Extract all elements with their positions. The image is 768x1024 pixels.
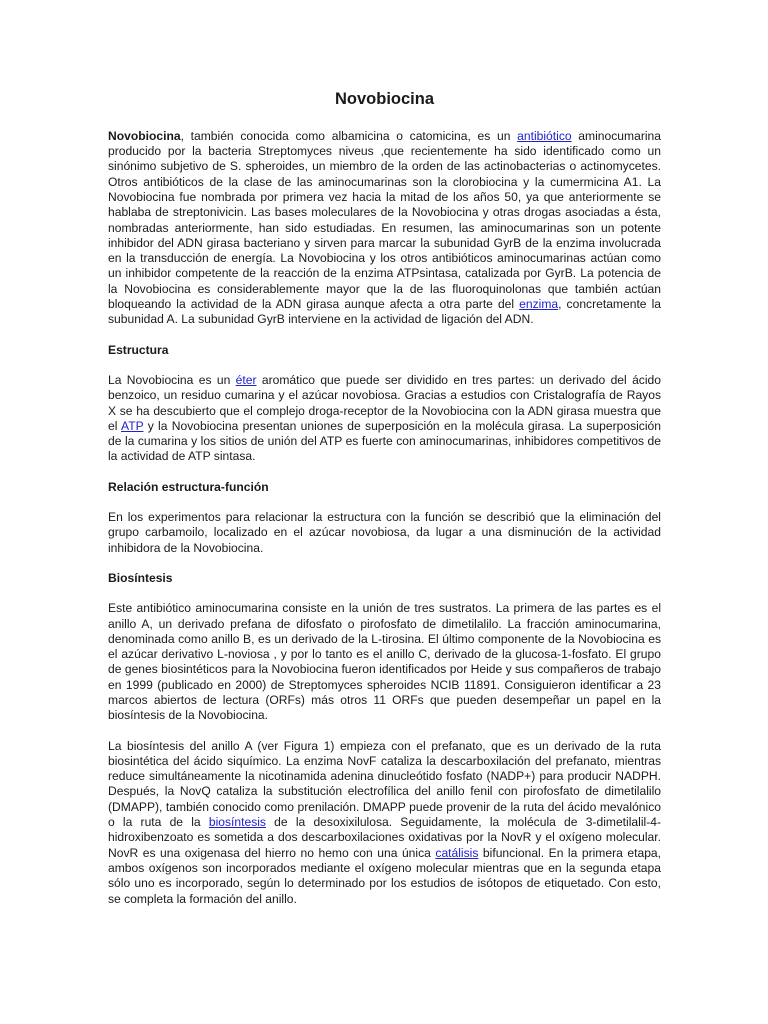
biosintesis-text-2: de la desoxixilulosa. Seguidamente, la molécula de 3-dimetilalil-4-hidroxibenzoato es sometida a dos descarboxilaciones oxidativas por la NovR y el oxígeno molecular. NovR es una oxigenasa del hierro no hemo con una única [108, 815, 661, 860]
link-eter[interactable]: éter [235, 372, 257, 387]
link-atp[interactable]: ATP [121, 418, 144, 433]
estructura-text-2: aromático que puede ser dividido en tres partes: un derivado del ácido benzoico, un residuo cumarina y el azúcar novobiosa. Gracias a estudios con Cristalografía de Rayos X se ha descubierto que el complejo droga-receptor de la Novobiocina con la ADN girasa muestra que el [108, 372, 661, 433]
intro-text-2: aminocumarina producido por la bacteria Streptomyces niveus ,que recientemente ha sido identificado como un sinónimo subjetivo de S. spheroides, un miembro de la orden de las actinobacterias o actinomycetes. Otros antibióticos de la clase de las aminocumarinas son la clorobiocina y la cumermicina A1. La Novobiocina fue nombrada por primera vez hacia la mitad de los años 50, ya que anteriormente se hablaba de streptonivicin. Las bases moleculares de la Novobiocina y otras drogas asociadas a ésta, nombradas anteriormente, han sido estudiadas. En resumen, las aminocumarinas son un potente inhibidor del ADN girasa bacteriano y sirven para marcar la subunidad GyrB de la enzima involucrada en la transducción de energía. La Novobiocina y los otros antibióticos aminocumarinas actúan como un inhibidor competente de la reacción de la enzima ATPsintasa, catalizada por GyrB. La potencia de la Novobiocina es considerablemente mayor que la de las fluoroquinolonas que también actúan bloqueando la actividad de la ADN girasa aunque afecta a otra parte del [108, 128, 661, 312]
link-biosintesis[interactable]: biosíntesis [208, 815, 266, 830]
link-antibiotico[interactable]: antibiótico [517, 128, 572, 143]
biosintesis-paragraph-2 [108, 739, 661, 907]
section-heading-biosintesis: Biosíntesis [108, 570, 173, 585]
intro-text-1: , también conocida como albamicina o catomicina, es un [180, 128, 518, 143]
biosintesis-text-3: bifuncional. En la primera etapa, ambos oxígenos son incorporados mediante el oxígeno molecular mientras que en la segunda etapa sólo uno es incorporado, según lo determinado por los estudios de isótopos de etiquetado. Con esto, se completa la formación del anillo. [108, 845, 662, 906]
estructura-paragraph [108, 373, 661, 465]
relacion-paragraph: En los experimentos para relacionar la estructura con la función se describió que la eliminación del grupo carbamoilo, localizado en el azúcar novobiosa, da lugar a una disminución de la actividad inhibidora de la Novobiocina. [108, 510, 661, 555]
intro-lead-term: Novobiocina [108, 128, 181, 143]
section-heading-estructura: Estructura [108, 342, 169, 357]
biosintesis-text-1: La biosíntesis del anillo A (ver Figura 1) empieza con el prefanato, que es un derivado de la ruta biosintética del ácido siquímico. La enzima NovF cataliza la descarboxilación del prefanato, mientras reduce simultáneamente la nicotinamida adenina dinucleótido fosfato (NADP+) para producir NADPH. Después, la NovQ cataliza la substitución electrofílica del anillo fenil con pirofosfato de dimetilalilo (DMAPP), también conocido como prenilación. DMAPP puede provenir de la ruta del ácido mevalónico o la ruta de la [108, 738, 661, 830]
link-enzima[interactable]: enzima [519, 297, 559, 312]
intro-text-3: , concretamente la subunidad A. La subunidad GyrB interviene en la actividad de ligación del ADN. [108, 297, 661, 327]
page-title: Novobiocina [334, 90, 434, 108]
link-catalisis[interactable]: catálisis [435, 845, 479, 860]
biosintesis-paragraph-1: Este antibiótico aminocumarina consiste en la unión de tres sustratos. La primera de las partes es el anillo A, un derivado prefana de difosfato o pirofosfato de dimetilalilo. La fracción aminocumarina, denominada como anillo B, es un derivado de la L-tirosina. El último componente de la Novobiocina es el azúcar derivativo L-noviosa , y por lo tanto es el anillo C, derivado de la glucosa-1-fosfato. El grupo de genes biosintéticos para la Novobiocina fueron identificados por Heide y sus compañeros de trabajo en 1999 (publicado en 2000) de Streptomyces spheroides NCIB 11891. Consiguieron identificar a 23 marcos abiertos de lectura (ORFs) más otros 11 ORFs que pueden desempeñar un papel en la biosíntesis de la Novobiocina. [108, 601, 661, 723]
intro-paragraph [108, 129, 661, 328]
estructura-text-3: y la Novobiocina presentan uniones de superposición en la molécula girasa. La superposición de la cumarina y los sitios de unión del ATP es fuerte con aminocumarinas, inhibidores competitivos de la actividad de ATP sintasa. [108, 418, 661, 464]
estructura-text-1: La Novobiocina es un [108, 372, 236, 387]
document-body [108, 90, 661, 907]
section-heading-relacion: Relación estructura-función [108, 479, 269, 494]
